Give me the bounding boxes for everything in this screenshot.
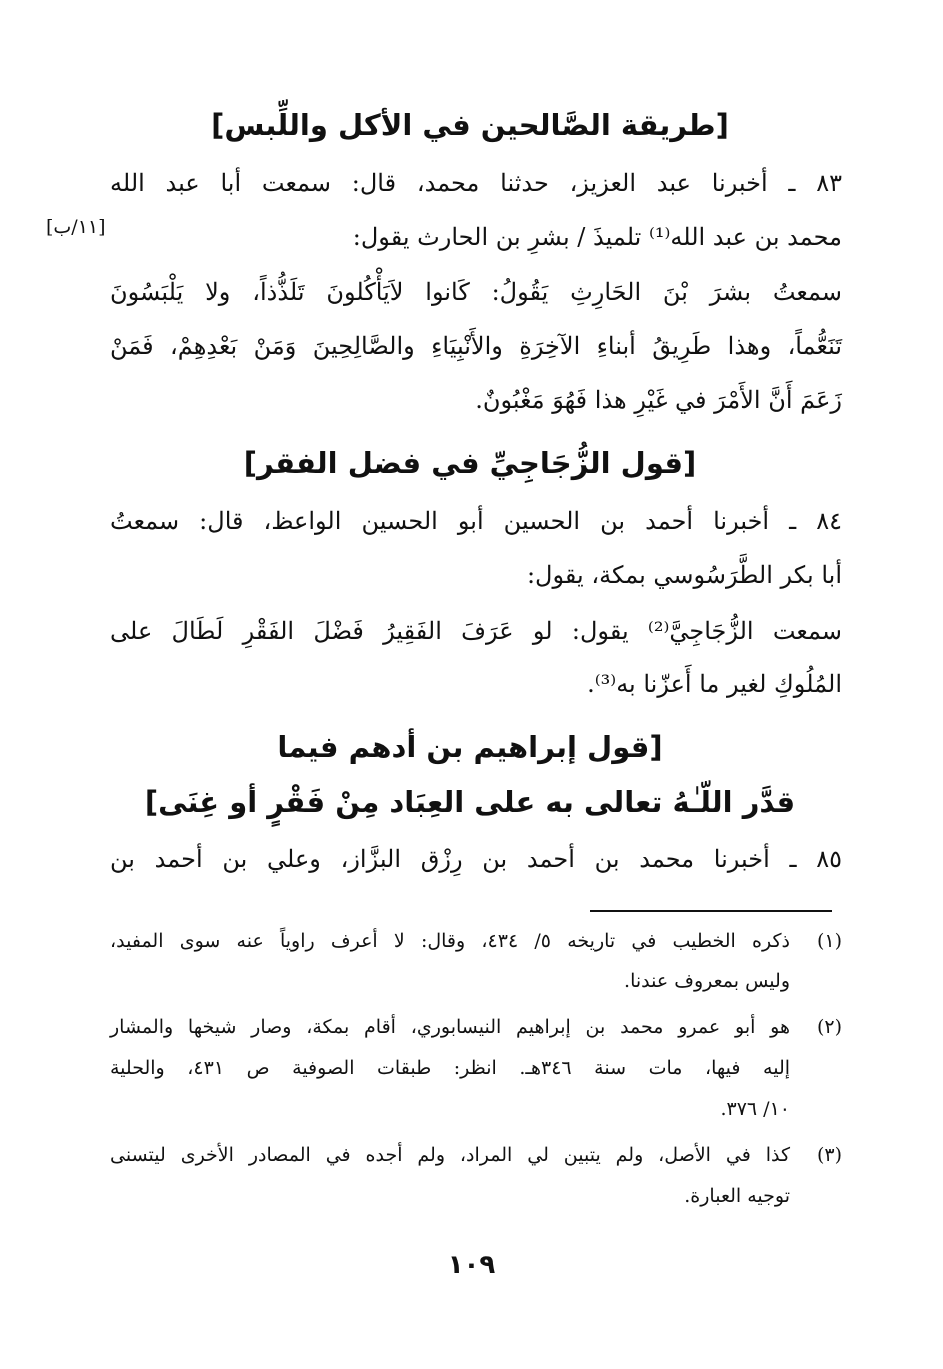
margin-folio-reference: [١١/ب] [46, 216, 106, 238]
footnote-3-line-1 [110, 1140, 842, 1170]
section-heading-3a: [قول إبراهيم بن أدهم فيما [277, 730, 663, 764]
footnote-2-text-b: إليه فيها، مات سنة ٣٤٦هـ. انظر: طبقات الصوفية ص ٤٣١، والحلية [110, 1057, 791, 1079]
footnote-2-line-3 [110, 1094, 842, 1124]
footnote-2-text-c: ١٠/ ٣٧٦. [720, 1098, 790, 1120]
footnote-separator [590, 910, 832, 912]
footnote-1-text-b: وليس بمعروف عندنا. [624, 970, 790, 992]
page-number: ١٠٩ [447, 1250, 496, 1280]
section-heading-3b: قدَّر اللّـٰهُ تعالى به على العِبَاد مِنْ فَقْرٍ أو غِنَى] [144, 785, 796, 819]
text-line-1: ٨٣ ـ أخبرنا عبد العزيز، حدثنا محمد، قال: سمعت أبا عبد الله [110, 169, 842, 197]
footnote-2-line-2 [110, 1053, 842, 1083]
footnote-2-number: (٢) [816, 1016, 842, 1038]
footnote-3-line-2 [110, 1181, 842, 1211]
footnote-3-text-a: كذا في الأصل، ولم يتبين لي المراد، ولم أجده في المصادر الأخرى ليتسنى [110, 1144, 790, 1166]
footnote-2-line-1 [110, 1012, 842, 1042]
text-line-4: تَنَعُّماً، وهذا طَرِيقُ أبناءِ الآخِرَةِ والأَنْبِيَاءِ والصَّالِحِينَ وَمَنْ بَعْدِهِمْ، فَمَنْ [110, 332, 842, 360]
footnote-3-number: (٣) [816, 1144, 842, 1166]
section-heading-1: [طريقة الصَّالحين في الأكل واللِّبس] [211, 108, 729, 142]
footnote-1-number: (١) [816, 930, 842, 952]
text-line-6: ٨٤ ـ أخبرنا أحمد بن الحسين أبو الحسين الواعظ، قال: سمعتُ [110, 507, 842, 535]
text-line-3: سمعتُ بشرَ بْنَ الحَارِثِ يَقُولُ: كَانوا لاَيَأْكُلونَ تَلَذُّذاً، ولا يَلْبَسُونَ [110, 278, 842, 306]
section-heading-2: [قول الزُّجَاجِيِّ في فضل الفقر] [243, 446, 697, 480]
text-line-5: زَعَمَ أَنَّ الأَمْرَ في غَيْرِ هذا فَهُوَ مَغْبُونٌ. [475, 386, 842, 414]
footnote-3-text-b: توجيه العبارة. [684, 1185, 790, 1207]
footnote-1-line-2 [110, 966, 842, 996]
text-line-8: سمعت الزُّجَاجِيَّ⁽²⁾ يقول: لو عَرَفَ الفَقِيرُ فَضْلَ الفَقْرِ لَطَالَ على [110, 617, 842, 645]
footnote-2-text-a: هو أبو عمرو محمد بن إبراهيم النيسابوري، أقام بمكة، وصار شيخها والمشار [110, 1016, 790, 1038]
footnote-1-line-1 [110, 926, 842, 956]
text-line-9: المُلُوكِ لغير ما أَعزّنا به⁽³⁾. [587, 670, 842, 698]
text-line-7: أبا بكر الطَّرَسُوسي بمكة، يقول: [526, 561, 842, 589]
text-line-2: محمد بن عبد الله⁽¹⁾ تلميذَ / بشرِ بن الحارث يقول: [352, 223, 842, 251]
footnote-1-text-a: ذكره الخطيب في تاريخه ٥/ ٤٣٤، وقال: لا أعرف راوياً عنه سوى المفيد، [110, 930, 790, 952]
text-line-10: ٨٥ ـ أخبرنا محمد بن أحمد بن رِزْق البزَّاز، وعلي بن أحمد بن [110, 845, 842, 873]
